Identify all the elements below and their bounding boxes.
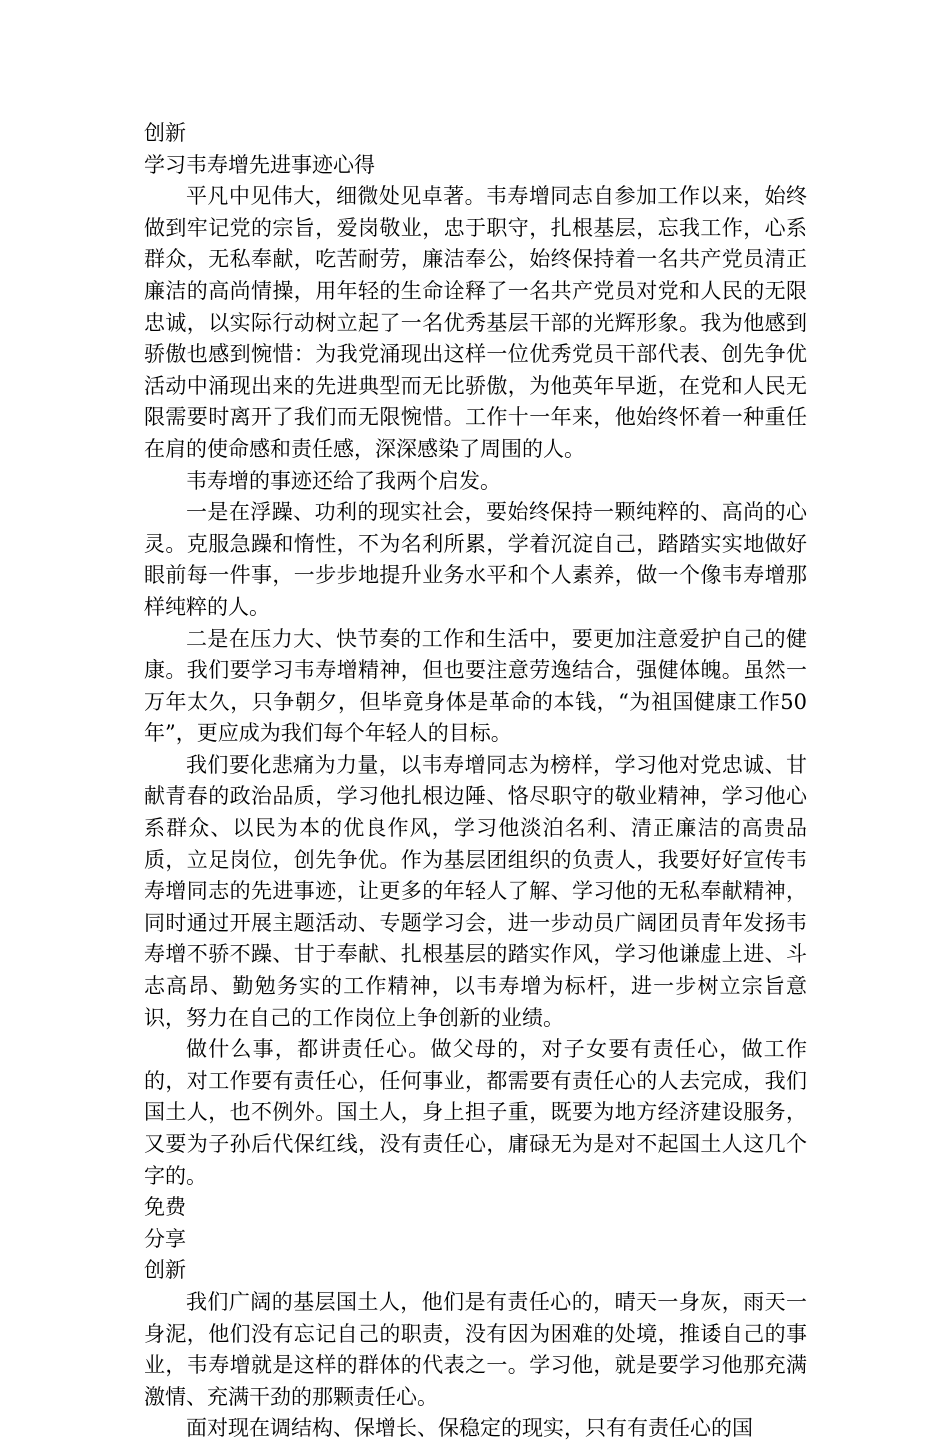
document-body <box>144 118 807 1445</box>
line-fenxiang: 分享 <box>144 1226 186 1251</box>
paragraph-responsibility: 做什么事，都讲责任心。做父母的，对子女要有责任心，做工作的，对工作要有责任心，任何事业，都需要有责任心的人去完成，我们国土人，也不例外。国土人，身上担子重，既要为地方经济建设服务，又要为子孙后代保红线，没有责任心，庸碌无为是对不起国土人这几个字的。 <box>144 1037 807 1188</box>
line-mianfei: 免费 <box>144 1195 186 1220</box>
paragraph-intro: 平凡中见伟大，细微处见卓著。韦寿增同志自参加工作以来，始终做到牢记党的宗旨，爱岗敬业，忠于职守，扎根基层，忘我工作，心系群众，无私奉献，吃苦耐劳，廉洁奉公，始终保持着一名共产党员清正廉洁的高尚情操，用年轻的生命诠释了一名共产党员对党和人民的无限忠诚，以实际行动树立起了一名优秀基层干部的光辉形象。我为他感到骄傲也感到惋惜：为我党涌现出这样一位优秀党员干部代表、创先争优活动中涌现出来的先进典型而无比骄傲，为他英年早逝，在党和人民无限需要时离开了我们而无限惋惜。工作十一年来，他始终怀着一种重任在肩的使命感和责任感，深深感染了周围的人。 <box>144 184 807 461</box>
heading-line-chuangxin: 创新 <box>144 121 186 145</box>
paragraph-learning: 我们要化悲痛为力量，以韦寿增同志为榜样，学习他对党忠诚、甘献青春的政治品质，学习他扎根边陲、恪尽职守的敬业精神，学习他心系群众、以民为本的优良作风，学习他淡泊名利、清正廉洁的高贵品质，立足岗位，创先争优。作为基层团组织的负责人，我要好好宣传韦寿增同志的先进事迹，让更多的年轻人了解、学习他的无私奉献精神，同时通过开展主题活动、专题学习会，进一步动员广阔团员青年发扬韦寿增不骄不躁、甘于奉献、扎根基层的踏实作风，学习他谦虚上进、斗志高昂、勤勉务实的工作精神，以韦寿增为标杆，进一步树立宗旨意识，努力在自己的工作岗位上争创新的业绩。 <box>144 752 807 1030</box>
paragraph-final: 面对现在调结构、保增长、保稳定的现实，只有有责任心的国 <box>186 1416 753 1441</box>
paragraph-second-inspiration: 二是在压力大、快节奏的工作和生活中，要更加注意爱护自己的健康。我们要学习韦寿增精神，但也要注意劳逸结合，强健体魄。虽然一万年太久，只争朝夕，但毕竟身体是革命的本钱，“为祖国健康工作50年”，更应成为我们每个年轻人的目标。 <box>144 626 807 746</box>
paragraph-grassroots: 我们广阔的基层国土人，他们是有责任心的，晴天一身灰，雨天一身泥，他们没有忘记自己的职责，没有因为困难的处境，推诿自己的事业，韦寿增就是这样的群体的代表之一。学习他，就是要学习他那充满激情、充满干劲的那颗责任心。 <box>144 1289 807 1409</box>
line-chuangxin: 创新 <box>144 1258 186 1283</box>
paragraph-two-inspirations: 韦寿增的事迹还给了我两个启发。 <box>186 468 501 493</box>
document-title: 学习韦寿增先进事迹心得 <box>144 152 375 177</box>
paragraph-first-inspiration: 一是在浮躁、功利的现实社会，要始终保持一颗纯粹的、高尚的心灵。克服急躁和惰性，不为名利所累，学着沉淀自己，踏踏实实地做好眼前每一件事，一步步地提升业务水平和个人素养，做一个像韦寿增那样纯粹的人。 <box>144 500 807 619</box>
